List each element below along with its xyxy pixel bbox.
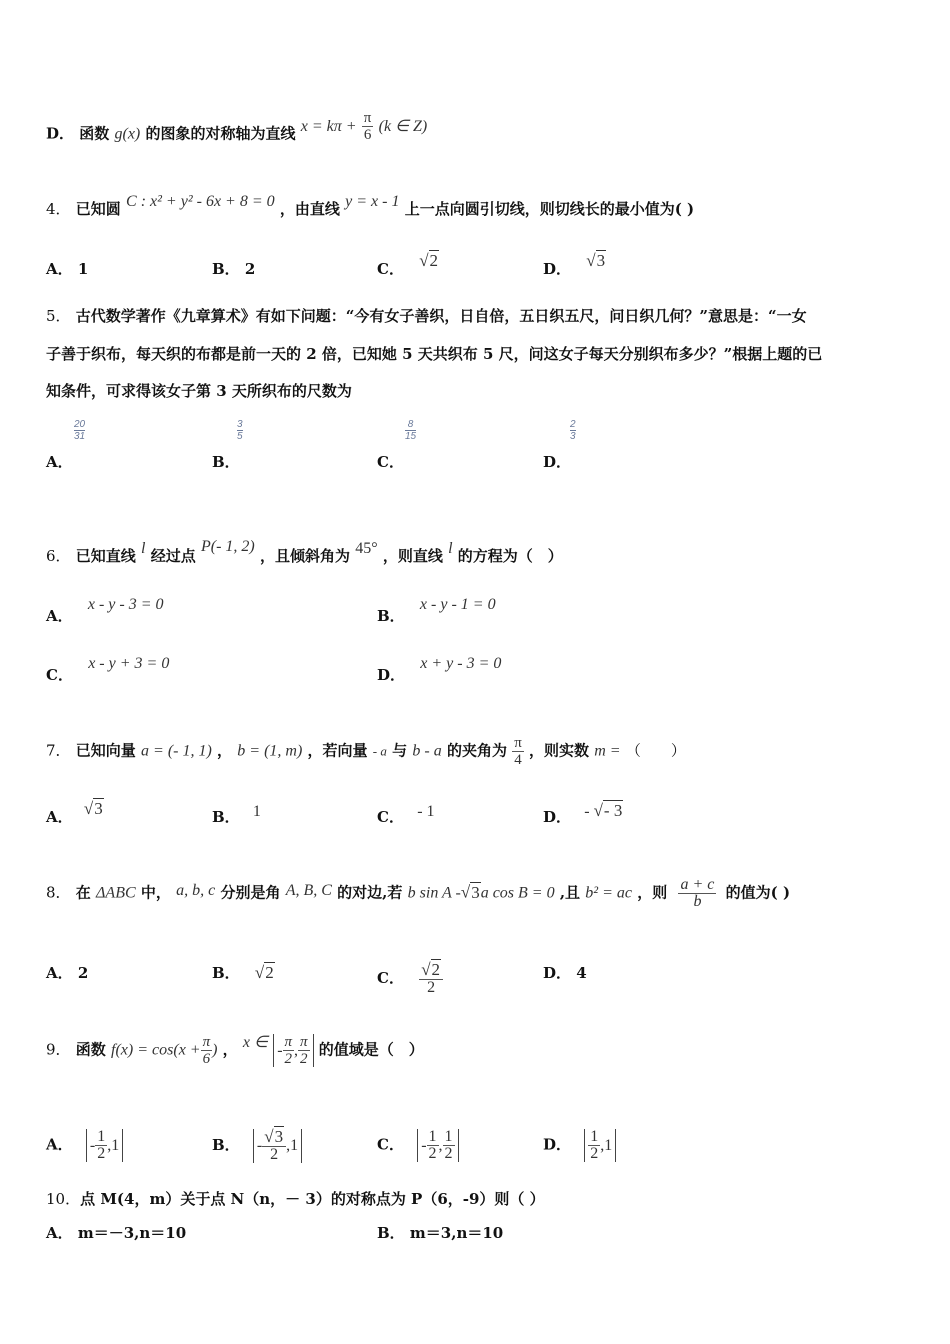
question-4: [46, 193, 695, 219]
upper-bound: ,1: [286, 1137, 299, 1154]
radicand: 2: [265, 963, 274, 982]
fraction-pi-over-2: [283, 1034, 295, 1067]
denominator: 2: [284, 1051, 293, 1067]
text: 子善于织布，每天织的布都是前一天的 2 倍，已知她 5 天共织布 5 尺，问这女子每天分别织布多少？”根据上题的已: [46, 345, 823, 363]
q6-option-c: [46, 655, 170, 685]
math-neg-a: - a: [372, 743, 387, 759]
interval: [584, 1129, 616, 1162]
sqrt-3: √3: [586, 251, 606, 270]
fraction-image: [74, 419, 85, 442]
numerator: 20: [74, 419, 86, 430]
numerator: 3: [237, 419, 243, 430]
fraction-1-over-2: [588, 1129, 600, 1162]
question-10: [46, 1188, 545, 1209]
option-label: C．: [377, 260, 404, 278]
math-triangle: ΔABC: [96, 884, 136, 902]
question-number: 6．: [46, 547, 71, 565]
q6-option-d: [377, 655, 502, 685]
question-5-line-1: [46, 305, 807, 326]
numerator: 1: [428, 1128, 437, 1145]
radicand: 3: [274, 1127, 284, 1146]
numerator: π: [300, 1034, 308, 1050]
fraction-pi-over-6: [201, 1034, 213, 1067]
q4-option-b: [212, 258, 255, 279]
text: 函数: [79, 124, 110, 143]
sqrt-2: √2: [421, 960, 441, 979]
math-angle: 45°: [355, 540, 378, 557]
radicand: 2: [431, 960, 441, 979]
fraction-image: [405, 419, 416, 442]
text: 的值为( ): [725, 883, 791, 902]
radicand: - 3: [603, 801, 623, 820]
text: 点 M(4，m）关于点 N（n，－ 3）的对称点为 P（6，-9）则（ ）: [80, 1190, 545, 1208]
numerator: 1: [444, 1128, 453, 1145]
fraction-a-plus-c-over-b: [678, 877, 716, 910]
q8-option-b: [212, 962, 275, 983]
separator: ,: [438, 1136, 443, 1154]
math-m: m =: [594, 742, 621, 760]
upper-bound: ,1: [107, 1136, 120, 1154]
option-value: 2: [77, 964, 89, 982]
option-label: B．: [212, 453, 240, 471]
minus: -: [89, 1136, 96, 1154]
math-line-equation: y = x - 1: [345, 193, 400, 210]
sqrt-3: √3: [264, 1127, 284, 1146]
option-label: B．: [212, 808, 240, 826]
text: ，由直线: [279, 200, 340, 218]
text: 的对边,若: [337, 883, 403, 902]
text: 的夹角为: [446, 741, 507, 760]
fraction-pi-over-2: [298, 1034, 310, 1067]
radicand: 3: [596, 251, 606, 270]
fraction-1-over-2: [95, 1129, 107, 1162]
text: （ ）: [625, 741, 686, 760]
text: 与: [392, 741, 408, 760]
math-angles: A, B, C: [285, 881, 332, 899]
math-point-p: P(- 1, 2): [200, 538, 255, 555]
option-value: x + y - 3 = 0: [420, 655, 502, 672]
math-equation-part: a cos B = 0: [480, 884, 555, 902]
option-label: B．: [377, 607, 405, 625]
q4-option-d: [543, 251, 606, 279]
fraction-1-over-2: [427, 1129, 439, 1162]
numerator: a + c: [680, 876, 715, 893]
question-9: [46, 1034, 424, 1067]
radicand: 3: [94, 799, 103, 818]
option-value: 1: [77, 260, 89, 278]
text: 经过点: [150, 547, 196, 565]
text: 中，: [140, 883, 171, 902]
fraction-1-over-2: [443, 1129, 455, 1162]
q3-option-d: [46, 110, 428, 151]
text: ，: [222, 1040, 238, 1059]
fraction-image: [570, 419, 576, 442]
math-l: l: [141, 540, 146, 557]
text: 的图象的对称轴为直线: [145, 124, 296, 143]
option-value: 4: [576, 964, 587, 982]
q6-option-a: [46, 596, 164, 626]
math-sides: a, b, c: [176, 881, 216, 899]
numerator: 1: [590, 1128, 599, 1145]
math-k-in-z: (k ∈ Z): [378, 117, 428, 135]
sqrt-3: √3: [83, 799, 103, 818]
separator: ,: [294, 1041, 299, 1059]
q5-option-d: [543, 419, 576, 472]
math-vector-a: a = (- 1, 1): [141, 742, 212, 760]
denominator: b: [693, 893, 702, 910]
text: 已知直线: [75, 547, 136, 565]
q5-option-a: [46, 419, 86, 472]
q9-option-d: [543, 1129, 616, 1162]
denominator: 4: [514, 752, 522, 768]
question-7: [46, 735, 686, 768]
math-axis-equation: x = kπ +: [300, 117, 357, 135]
text: 古代数学著作《九章算术》有如下问题：“今有女子善织，日自倍，五日织五尺，问日织几何？”意思是：“一女: [75, 307, 807, 325]
q8-option-c: [377, 962, 443, 996]
fraction-sqrt2-over-2: [419, 962, 443, 996]
option-label: A．: [46, 964, 73, 982]
denominator: 31: [74, 431, 86, 442]
text: 上一点向圆引切线，则切线长的最小值为( ): [404, 200, 695, 218]
interval: [253, 1129, 302, 1163]
math-paren: ): [212, 1041, 218, 1059]
sqrt-3: √3: [460, 882, 480, 902]
option-label: A．: [46, 808, 73, 826]
question-number: 9．: [46, 1040, 71, 1059]
option-value: 1: [252, 803, 261, 820]
fraction-pi-over-6: [362, 110, 374, 143]
option-value: - 1: [417, 803, 435, 820]
question-5-line-2: [46, 343, 822, 364]
text: 函数: [75, 1040, 106, 1059]
upper-bound: ,1: [600, 1136, 613, 1154]
question-6: [46, 538, 563, 566]
denominator: 15: [405, 431, 417, 442]
text: 已知向量: [75, 741, 136, 760]
minus: -: [256, 1137, 263, 1154]
option-label: D．: [543, 964, 572, 982]
question-number: 7．: [46, 741, 71, 760]
option-value: m＝3,n＝10: [409, 1224, 504, 1242]
text: 的值域是（ ）: [318, 1040, 424, 1059]
numerator: 2: [570, 419, 576, 430]
sqrt-2: √2: [419, 251, 439, 270]
text: 已知圆: [75, 200, 121, 218]
math-vector-b: b = (1, m): [237, 742, 303, 760]
text: ，: [217, 741, 233, 760]
denominator: 2: [427, 979, 436, 996]
denominator: 6: [363, 127, 372, 143]
option-label: D．: [543, 260, 572, 278]
option-label: C．: [377, 453, 404, 471]
minus: -: [421, 1136, 427, 1154]
option-label: D．: [543, 808, 572, 826]
option-label: B．: [212, 1136, 240, 1154]
denominator: 3: [570, 431, 576, 442]
option-label: D．: [543, 1135, 572, 1154]
denominator: 2: [428, 1145, 437, 1162]
denominator: 2: [270, 1146, 279, 1163]
denominator: 5: [237, 431, 243, 442]
math-b-squared: b² = ac: [585, 884, 632, 902]
q7-option-b: [212, 803, 261, 827]
fraction-pi-over-4: [512, 735, 524, 768]
text: ，且倾斜角为: [259, 547, 350, 565]
q9-option-a: [46, 1129, 123, 1162]
denominator: 2: [300, 1051, 308, 1067]
radicand: 2: [429, 251, 439, 270]
q4-option-c: [377, 251, 439, 279]
text: ，若向量: [307, 741, 368, 760]
text: ，则: [637, 883, 668, 902]
denominator: 6: [202, 1051, 211, 1067]
option-label: C．: [46, 666, 73, 684]
text: 知条件，可求得该女子第 3 天所织布的尺数为: [46, 382, 352, 400]
text: 分别是角: [220, 883, 281, 902]
denominator: 2: [97, 1145, 106, 1162]
option-label: C．: [377, 808, 404, 826]
q7-option-c: [377, 803, 435, 827]
q5-option-c: [377, 419, 417, 472]
numerator: π: [363, 110, 372, 126]
option-value: x - y - 3 = 0: [87, 596, 164, 613]
numerator: 1: [97, 1128, 106, 1145]
option-label: C．: [377, 1135, 404, 1154]
q7-option-d: [543, 801, 623, 827]
math-circle-equation: C : x² + y² - 6x + 8 = 0: [126, 193, 275, 210]
question-number: 8．: [46, 883, 71, 902]
text: ，则实数: [529, 741, 590, 760]
q4-option-a: [46, 258, 88, 279]
text: 的方程为（ ）: [457, 547, 563, 565]
q10-option-b: [377, 1222, 503, 1243]
q7-option-a: [46, 799, 104, 827]
radicand: 3: [471, 882, 480, 902]
option-label: D．: [377, 666, 406, 684]
text: 在: [75, 883, 91, 902]
interval-domain: [273, 1034, 313, 1067]
option-value: 2: [244, 260, 256, 278]
math-equation-part: b sin A -: [407, 884, 461, 902]
neg-sqrt-3: - √- 3: [584, 801, 623, 820]
numerator: π: [514, 735, 522, 751]
q8-option-a: [46, 962, 88, 983]
q10-option-a: [46, 1222, 186, 1243]
option-label: A．: [46, 453, 73, 471]
option-value: m＝－3,n＝10: [77, 1224, 187, 1242]
option-label: D．: [543, 453, 572, 471]
numerator: 8: [405, 419, 416, 431]
fraction-image: [237, 419, 243, 442]
q9-option-b: [212, 1129, 302, 1163]
math-x-in: x ∈: [242, 1033, 268, 1051]
option-label: B．: [212, 260, 240, 278]
denominator: 2: [590, 1145, 599, 1162]
text: ，则直线: [382, 547, 443, 565]
q5-option-b: [212, 419, 243, 472]
option-value: x - y - 1 = 0: [419, 596, 496, 613]
question-8: [46, 877, 790, 910]
minus: -: [277, 1041, 283, 1059]
question-number: 5．: [46, 307, 71, 325]
question-5-line-3: [46, 380, 352, 401]
q6-option-b: [377, 596, 496, 626]
denominator: 2: [444, 1145, 453, 1162]
option-label: A．: [46, 1224, 73, 1242]
option-label: D．: [46, 124, 75, 143]
option-label: A．: [46, 1135, 73, 1154]
math-b-minus-a: b - a: [412, 742, 442, 760]
option-label: A．: [46, 260, 73, 278]
math-l: l: [448, 540, 453, 557]
q9-option-c: [377, 1129, 459, 1162]
fraction-sqrt3-over-2: [262, 1129, 286, 1163]
math-function: f(x) = cos(x +: [111, 1041, 201, 1059]
option-label: B．: [377, 1224, 405, 1242]
option-label: B．: [212, 964, 240, 982]
question-number: 4．: [46, 200, 71, 218]
numerator: π: [284, 1034, 293, 1050]
numerator: π: [202, 1034, 211, 1050]
option-label: C．: [377, 969, 404, 987]
text: ,且: [559, 883, 581, 902]
math-g-x: g(x): [114, 125, 141, 143]
sqrt-2: √2: [254, 963, 274, 982]
question-number: 10．: [46, 1190, 81, 1208]
interval: [86, 1129, 123, 1162]
option-label: A．: [46, 607, 73, 625]
interval: [417, 1129, 458, 1162]
option-value: x - y + 3 = 0: [88, 655, 170, 672]
q8-option-d: [543, 962, 587, 983]
